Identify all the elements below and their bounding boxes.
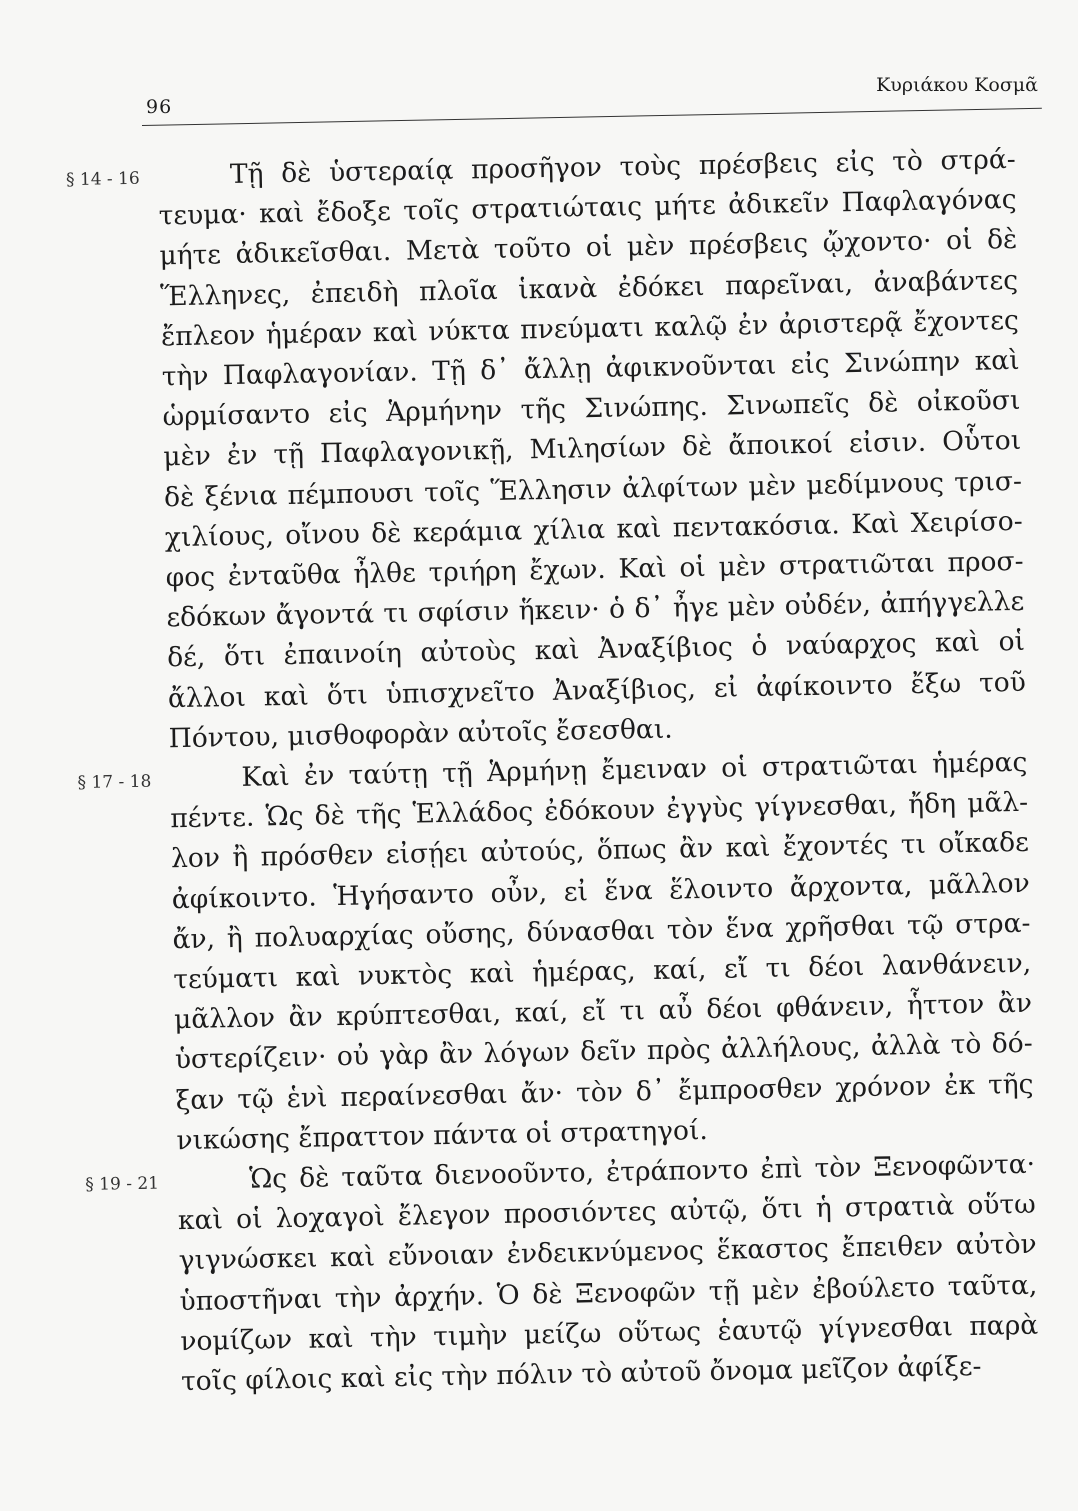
section-marker: § 19 - 21 bbox=[85, 1173, 160, 1195]
text-line: ἄν, ἢ πολυαρχίας οὔσης, δύνασθαι τὸν ἕνα χρῆσθαι τῷ στρα- bbox=[172, 907, 1031, 956]
section-marker: § 17 - 18 bbox=[77, 771, 152, 794]
text-line: γιγνώσκει καὶ εὔνοιαν ἐνδεικνύμενος ἕκαστος ἔπειθεν αὐτὸν bbox=[178, 1229, 1037, 1277]
text-line: τεύματι καὶ νυκτὸς καὶ ἡμέρας, καί, εἴ τι δέοι λανθάνειν, bbox=[173, 947, 1032, 996]
text-line: Τῇ δὲ ὑστεραίᾳ προσῆγον τοὺς πρέσβεις εἰς τὸ στρά- bbox=[229, 143, 1016, 190]
text-line: νομίζων καὶ τὴν τιμὴν μείζω οὕτως ἑαυτῷ γίγνεσθαι παρὰ bbox=[180, 1309, 1039, 1357]
text-line: Πόντου, μισθοφορὰν αὐτοῖς ἔσεσθαι. bbox=[168, 713, 673, 755]
text-line: λον ἢ πρόσθεν εἰσῄει αὐτούς, ὅπως ἂν καὶ ἔχοντές τι οἴκαδε bbox=[170, 827, 1030, 875]
text-line: μᾶλλον ἂν κρύπτεσθαι, καί, εἴ τι αὖ δέοι φθάνειν, ἧττον ἂν bbox=[173, 987, 1033, 1036]
text-line: Ἕλληνες, ἐπειδὴ πλοῖα ἱκανὰ ἐδόκει παρεῖναι, ἀναβάντες bbox=[159, 264, 1019, 312]
text-line: τευμα· καὶ ἔδοξε τοῖς στρατιώταις μήτε ἀδικεῖν Παφλαγόνας bbox=[158, 184, 1017, 232]
text-line: δέ, ὅτι ἐπαινοίη αὐτοὺς καὶ Ἀναξίβιος ὁ ναύαρχος καὶ οἱ bbox=[166, 626, 1026, 674]
text-line: δὲ ξένια πέμπουσι τοῖς Ἕλλησιν ἀλφίτων μὲν μεδίμνους τρισ- bbox=[163, 465, 1023, 513]
text-line: νικώσης ἔπραττον πάντα οἱ στρατηγοί. bbox=[176, 1114, 709, 1156]
text-line: ὡρμίσαντο εἰς Ἁρμήνην τῆς Σινώπης. Σινωπεῖς δὲ οἰκοῦσι bbox=[162, 385, 1021, 433]
text-line: ἔπλεον ἡμέραν καὶ νύκτα πνεύματι καλῷ ἐν ἀριστερᾷ ἔχοντες bbox=[160, 304, 1020, 353]
text-line: ξαν τῷ ἑνὶ περαίνεσθαι ἄν· τὸν δ᾽ ἔμπροσθεν χρόνον ἐκ τῆς bbox=[175, 1068, 1034, 1116]
text-line: ὑποστῆναι τὴν ἀρχήν. Ὁ δὲ Ξενοφῶν τῇ μὲν ἐβούλετο ταῦτα, bbox=[179, 1269, 1038, 1317]
text-line: εδόκων ἄγοντά τι σφίσιν ἥκειν· ὁ δ᾽ ἦγε μὲν οὐδέν, ἀπήγγελλε bbox=[166, 586, 1025, 634]
text-line: ἄλλοι καὶ ὅτι ὑπισχνεῖτο Ἀναξίβιος, εἰ ἀφίκοιντο ἔξω τοῦ bbox=[167, 666, 1027, 714]
text-line: μήτε ἀδικεῖσθαι. Μετὰ τοῦτο οἱ μὲν πρέσβεις ᾤχοντο· οἱ δὲ bbox=[159, 224, 1018, 272]
text-line: ὑστερίζειν· οὐ γὰρ ἂν λόγων δεῖν πρὸς ἀλλήλους, ἀλλὰ τὸ δό- bbox=[174, 1028, 1033, 1076]
text-line: φος ἐνταῦθα ἦλθε τριήρη ἔχων. Καὶ οἱ μὲν στρατιῶται προσ- bbox=[165, 545, 1024, 594]
text-line: Ὡς δὲ ταῦτα διενοοῦντο, ἐτράποντο ἐπὶ τὸν Ξενοφῶντα· bbox=[248, 1148, 1036, 1195]
text-line: τὴν Παφλαγονίαν. Τῇ δ᾽ ἄλλῃ ἀφικνοῦνται εἰς Σινώπην καὶ bbox=[161, 344, 1020, 393]
text-line: χιλίους, οἴνου δὲ κεράμια χίλια καὶ πεντακόσια. Καὶ Χειρίσο- bbox=[164, 505, 1023, 554]
text-line: τοῖς φίλοις καὶ εἰς τὴν πόλιν τὸ αὐτοῦ ὄνομα μεῖζον ἀφίξε- bbox=[180, 1350, 982, 1398]
section-marker: § 14 - 16 bbox=[65, 168, 140, 191]
text-line: μὲν ἐν τῇ Παφλαγονικῇ, Μιλησίων δὲ ἄποικοί εἰσιν. Οὗτοι bbox=[163, 425, 1022, 473]
text-line: Καὶ ἐν ταύτῃ τῇ Ἁρμήνῃ ἔμειναν οἱ στρατιῶται ἡμέρας bbox=[241, 746, 1028, 793]
text-line: καὶ οἱ λοχαγοὶ ἔλεγον προσιόντες αὐτῷ, ὅτι ἡ στρατιὰ οὕτω bbox=[177, 1188, 1037, 1237]
running-head: Κυριάκου Κοσμᾶ bbox=[876, 74, 1038, 96]
text-line: ἀφίκοιντο. Ἡγήσαντο οὖν, εἰ ἕνα ἕλοιντο ἄρχοντα, μᾶλλον bbox=[171, 867, 1030, 915]
page-number: 96 bbox=[146, 96, 173, 118]
text-line: πέντε. Ὡς δὲ τῆς Ἑλλάδος ἐδόκουν ἐγγὺς γίγνεσθαι, ἤδη μᾶλ- bbox=[169, 786, 1029, 835]
